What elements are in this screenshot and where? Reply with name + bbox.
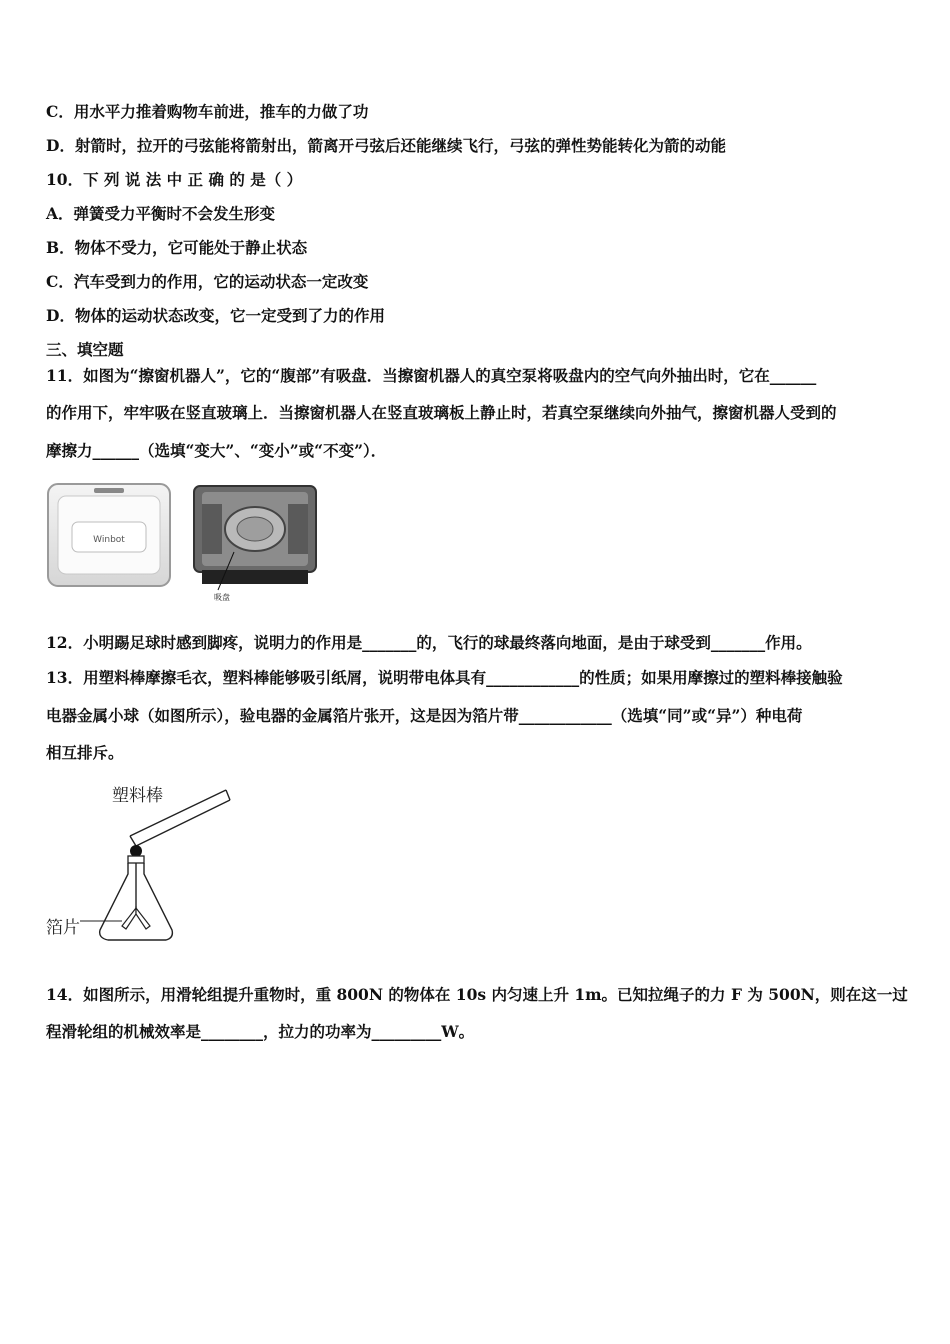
robot-brand-text: Winbot bbox=[93, 535, 125, 545]
q10-option-c: C．汽车受到力的作用，它的运动状态一定改变 bbox=[46, 272, 369, 291]
q10-option-a: A．弹簧受力平衡时不会发生形变 bbox=[46, 204, 276, 223]
section-title: 三、填空题 bbox=[46, 340, 124, 359]
metal-ball bbox=[130, 845, 142, 857]
q13-line-3: 相互排斥。 bbox=[46, 743, 124, 762]
suction-cup-label: 吸盘 bbox=[214, 593, 230, 602]
q10-option-d: D．物体的运动状态改变，它一定受到了力的作用 bbox=[46, 306, 385, 325]
q12-line-1: 12．小明踢足球时感到脚疼，说明力的作用是_______的，飞行的球最终落向地面，是由于球受到_______作用。 bbox=[46, 633, 812, 652]
q14-line-2: 程滑轮组的机械效率是________，拉力的功率为_________W。 bbox=[46, 1022, 475, 1041]
q10-option-b: B．物体不受力，它可能处于静止状态 bbox=[46, 238, 308, 257]
q13-line-1: 13．用塑料棒摩擦毛衣，塑料棒能够吸引纸屑，说明带电体具有____________的性质；如果用摩擦过的塑料棒接触验 bbox=[46, 668, 843, 687]
q10-stem: 10．下 列 说 法 中 正 确 的 是（ ） bbox=[46, 170, 303, 189]
foil-left bbox=[122, 908, 136, 929]
foil-label: 箔片 bbox=[46, 918, 80, 938]
plastic-rod-label: 塑料棒 bbox=[112, 786, 163, 806]
foil-right bbox=[136, 908, 150, 929]
q11-line-3: 摩擦力______（选填“变大”、“变小”或“不变”）． bbox=[46, 441, 387, 460]
robot-front-photo bbox=[46, 482, 172, 588]
electroscope-diagram bbox=[80, 780, 240, 950]
q14-line-1: 14．如图所示，用滑轮组提升重物时，重 800N 的物体在 10s 内匀速上升 1m。已知拉绳子的力 F 为 500N，则在这一过 bbox=[46, 985, 908, 1004]
q9-option-d: D．射箭时，拉开的弓弦能将箭射出，箭离开弓弦后还能继续飞行，弓弦的弹性势能转化为箭的动能 bbox=[46, 136, 726, 155]
plastic-rod bbox=[130, 790, 230, 846]
q11-line-1: 11．如图为“擦窗机器人”，它的“腹部”有吸盘．当擦窗机器人的真空泵将吸盘内的空气向外抽出时，它在______ bbox=[46, 366, 817, 385]
q9-option-c: C．用水平力推着购物车前进，推车的力做了功 bbox=[46, 102, 369, 121]
q13-line-2: 电器金属小球（如图所示），验电器的金属箔片张开，这是因为箔片带____________（选填“同”或“异”）种电荷 bbox=[46, 706, 803, 725]
robot-underside-photo bbox=[192, 482, 322, 606]
q11-line-2: 的作用下，牢牢吸在竖直玻璃上．当擦窗机器人在竖直玻璃板上静止时，若真空泵继续向外抽气，擦窗机器人受到的 bbox=[46, 403, 837, 422]
